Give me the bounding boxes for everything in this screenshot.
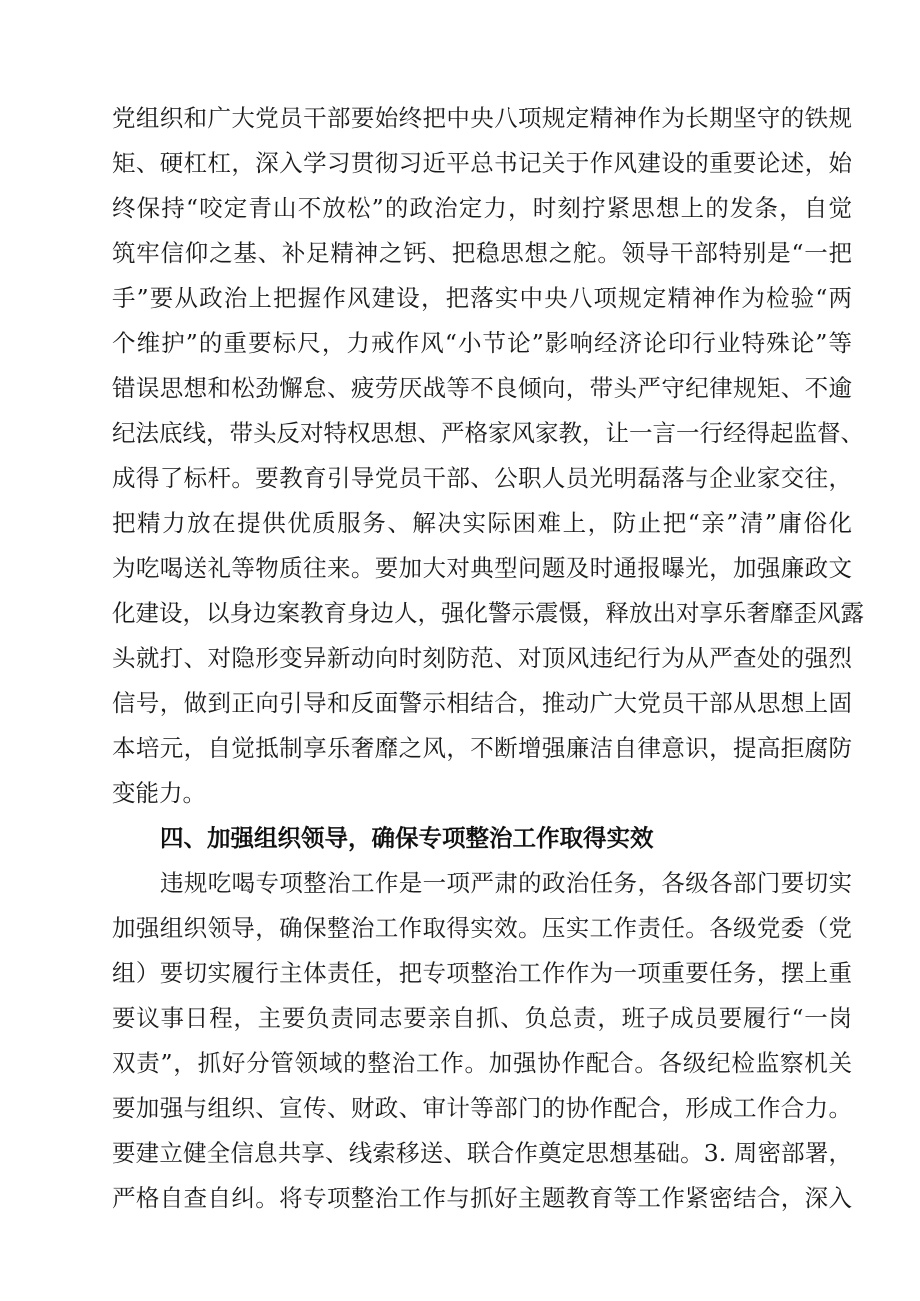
paragraph-line: 组）要切实履行主体责任，把专项整治工作作为一项重要任务，摆上重 bbox=[112, 959, 852, 987]
paragraph-line: 成得了标杆。要教育引导党员干部、公职人员光明磊落与企业家交往， bbox=[112, 464, 852, 492]
paragraph-line: 错误思想和松劲懈怠、疲劳厌战等不良倾向，带头严守纪律规矩、不逾 bbox=[112, 374, 852, 402]
section-heading: 四、加强组织领导，确保专项整治工作取得实效 bbox=[160, 824, 654, 852]
paragraph-line: 纪法底线，带头反对特权思想、严格家风家教，让一言一行经得起监督、 bbox=[112, 419, 864, 447]
paragraph-line: 要议事日程，主要负责同志要亲自抓、负总责，班子成员要履行“一岗 bbox=[112, 1004, 852, 1032]
paragraph-line: 筑牢信仰之基、补足精神之钙、把稳思想之舵。领导干部特别是“一把 bbox=[112, 239, 852, 267]
paragraph-line: 信号，做到正向引导和反面警示相结合，推动广大党员干部从思想上固 bbox=[112, 689, 852, 717]
paragraph-line: 变能力。 bbox=[112, 779, 206, 807]
paragraph-line: 严格自查自纠。将专项整治工作与抓好主题教育等工作紧密结合，深入 bbox=[112, 1184, 852, 1212]
paragraph-line: 要加强与组织、宣传、财政、审计等部门的协作配合，形成工作合力。 bbox=[112, 1094, 852, 1122]
paragraph-line: 加强组织领导，确保整治工作取得实效。压实工作责任。各级党委（党 bbox=[112, 914, 852, 942]
paragraph-line: 化建设，以身边案教育身边人，强化警示震慑，释放出对享乐奢靡歪风露 bbox=[112, 599, 864, 627]
paragraph-line: 手”要从政治上把握作风建设，把落实中央八项规定精神作为检验“两 bbox=[112, 284, 852, 312]
paragraph-line: 为吃喝送礼等物质往来。要加大对典型问题及时通报曝光，加强廉政文 bbox=[112, 554, 852, 582]
paragraph-line: 要建立健全信息共享、线索移送、联合作奠定思想基础。3. 周密部署， bbox=[112, 1139, 852, 1167]
paragraph-line: 头就打、对隐形变异新动向时刻防范、对顶风违纪行为从严查处的强烈 bbox=[112, 644, 852, 672]
paragraph-line: 把精力放在提供优质服务、解决实际困难上，防止把“亲”清”庸俗化 bbox=[112, 509, 852, 537]
paragraph-line: 党组织和广大党员干部要始终把中央八项规定精神作为长期坚守的铁规 bbox=[112, 104, 852, 132]
paragraph-line: 矩、硬杠杠，深入学习贯彻习近平总书记关于作风建设的重要论述，始 bbox=[112, 149, 852, 177]
paragraph-line: 个维护”的重要标尺，力戒作风“小节论”影响经济论印行业特殊论”等 bbox=[112, 329, 852, 357]
paragraph-line: 违规吃喝专项整治工作是一项严肃的政治任务，各级各部门要切实 bbox=[160, 869, 852, 897]
paragraph-line: 双责”，抓好分管领域的整治工作。加强协作配合。各级纪检监察机关 bbox=[112, 1049, 852, 1077]
paragraph-line: 本培元，自觉抵制享乐奢靡之风，不断增强廉洁自律意识，提高拒腐防 bbox=[112, 734, 852, 762]
paragraph-line: 终保持“咬定青山不放松”的政治定力，时刻拧紧思想上的发条，自觉 bbox=[112, 194, 852, 222]
